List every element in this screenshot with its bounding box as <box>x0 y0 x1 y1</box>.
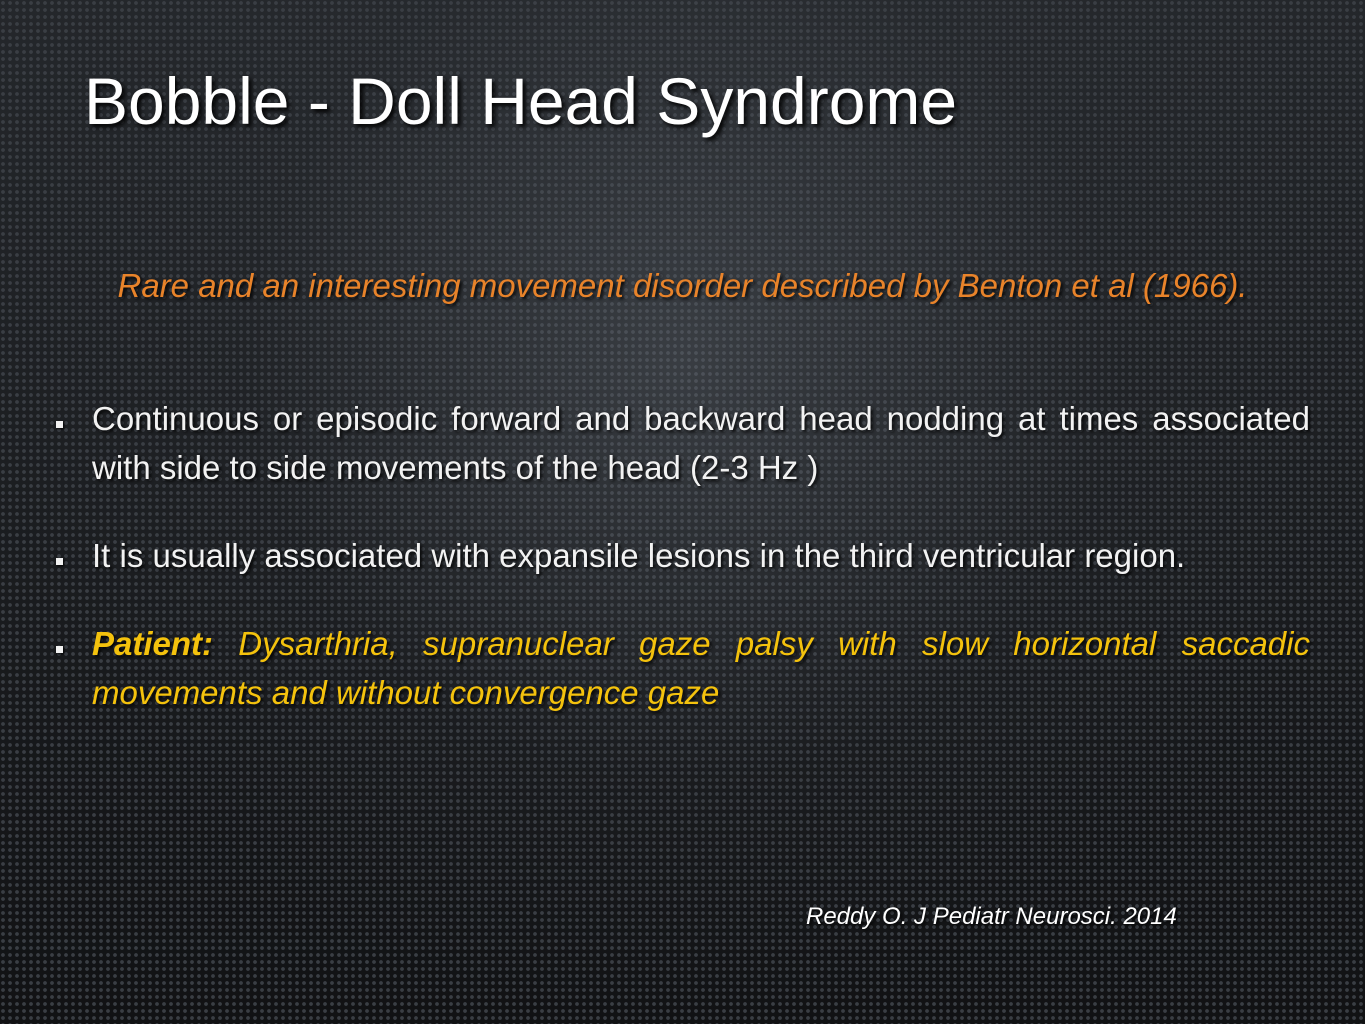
bullet-list <box>52 394 1310 756</box>
slide-title: Bobble - Doll Head Syndrome <box>84 64 958 138</box>
bullet-item-head-nodding <box>52 394 1310 492</box>
citation: Reddy O. J Pediatr Neurosci. 2014 <box>806 903 1177 930</box>
bullet-marker-icon <box>56 558 63 565</box>
bullet-text: It is usually associated with expansile lesions in the third ventricular region. <box>92 537 1186 574</box>
intro-text: Rare and an interesting movement disorder described by Benton et al (1966). <box>117 267 1248 304</box>
bullet-marker-icon <box>56 646 63 653</box>
bullet-text: Continuous or episodic forward and backward head nodding at times associated with side to side movements of the head (2-3 Hz ) <box>92 400 1310 486</box>
bullet-lead: Patient: <box>92 625 214 662</box>
bullet-text: Dysarthria, supranuclear gaze palsy with slow horizontal saccadic movements and without convergence gaze <box>92 625 1310 711</box>
bullet-marker-icon <box>56 421 63 428</box>
bullet-item-lesions <box>52 531 1310 580</box>
bullet-item-patient <box>52 619 1310 717</box>
